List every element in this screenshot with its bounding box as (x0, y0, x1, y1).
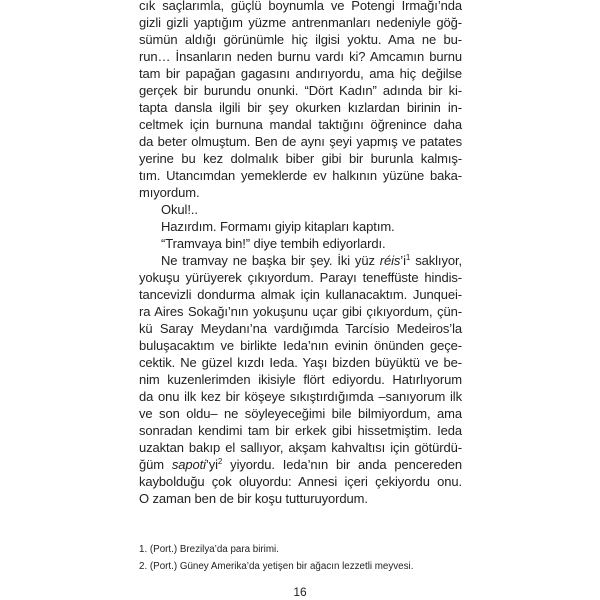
text-line: O zaman ben de bir koşu tutturuyordum. (139, 491, 368, 506)
text-line: mıyordum. (139, 185, 200, 200)
line-text: Ne tramvay ne başka bir şey. İki yüz (161, 253, 380, 268)
footnote: 2. (Port.) Güney Amerika’da yetişen bir ağacın lezzetli meyvesi. (139, 561, 414, 572)
text-line: sümün aldığı görünümle hiç ilgisi yoktu. Ama ne bu- (139, 32, 462, 47)
text-line: gizli gizli yaptığım yüzme antrenmanları nedeniyle göğ- (139, 15, 462, 30)
footnote-ref: 1 (405, 253, 411, 262)
text-line: celtmek için burnuna mandal taktığını öğrenince daha (139, 117, 462, 132)
line-text: ’yi (205, 457, 218, 472)
italic-term: réis (379, 253, 401, 268)
text-line: yerine bu kez dolmalık biber gibi bir burunla kalmış- (139, 151, 462, 166)
text-line (139, 252, 462, 269)
line-text: ’i (400, 253, 406, 268)
text-line: tım. Utancımdan yemeklerde ev halkının yüzüne baka- (139, 168, 462, 183)
text-line: kaybolduğu çok oluyordu: Annesi içeri çekiyordu onu. (139, 474, 462, 489)
text-line: cık saçlarımla, güçlü boynumla ve Potengi Irmağı’nda (139, 0, 462, 13)
text-line: Okul!.. (161, 202, 198, 217)
text-line (139, 456, 462, 473)
text-line: cektik. Ne güzel kızdı Ieda. Yaşı bizden büyüktü ve be- (139, 355, 462, 370)
text-line: Hazırdım. Formamı giyip kitapları kaptım. (161, 219, 395, 234)
text-line: kü Saray Meydanı’na vardığımda Tarcísio Medeiros’la (139, 321, 462, 336)
text-line: ra Aires Sokağı’nın yokuşunu uçar gibi çıkıyordum, çün- (139, 304, 462, 319)
body-text (139, 0, 462, 507)
footnotes (139, 541, 469, 575)
text-line: da onu ilk kez bir köşeye sıkıştırdığımda –sanıyorum ilk (139, 389, 462, 404)
text-line: yokuşu yürüyerek çıkıyordum. Parayı teneffüste hindis- (139, 270, 462, 285)
text-line: uzaktan bakıp el sallıyor, akşam kahvaltısı için götürdü- (139, 440, 462, 455)
line-text: saklıyor, (410, 253, 462, 268)
footnote: 1. (Port.) Brezilya’da para birimi. (139, 544, 279, 555)
text-line: ve son oldu– ne söyleyeceğimi bile bilmiyordum, ama (139, 406, 462, 421)
text-line: buluşacaktım ve birlikte Ieda’nın evinin önünden geçe- (139, 338, 462, 353)
text-line: tam bir papağan gagasını andırıyordu, ama hiç değilse (139, 66, 462, 81)
text-line: tancevizli dondurma almak için kullanacaktım. Junquei- (139, 287, 462, 302)
page-number: 16 (293, 585, 307, 599)
text-line: tapta dansla ilgili bir şey okurken kızlardan birinin in- (139, 100, 462, 115)
text-line: run… İnsanların neden burnu vardı ki? Amcamın burnu (139, 49, 462, 64)
line-text: yiyordu. Ieda’nın bir anda pencereden (222, 457, 462, 472)
italic-term: sapoti (171, 457, 206, 472)
text-line: sonradan kendimi tam bir erkek gibi hissetmiştim. Ieda (139, 423, 462, 438)
footnote-ref: 2 (217, 457, 223, 466)
text-line: “Tramvaya bin!” diye tembih ediyorlardı. (161, 236, 386, 251)
text-line: nim kuzenlerimden ikisiyle flört ediyordu. Hatırlıyorum (139, 372, 462, 387)
line-text: ğüm (139, 457, 172, 472)
text-line: da beter olmuştum. Ben de aynı şeyi yapmış ve patates (139, 134, 462, 149)
text-line: gerçek bir burundu onunki. “Dört Kadın” adında bir ki- (139, 83, 462, 98)
